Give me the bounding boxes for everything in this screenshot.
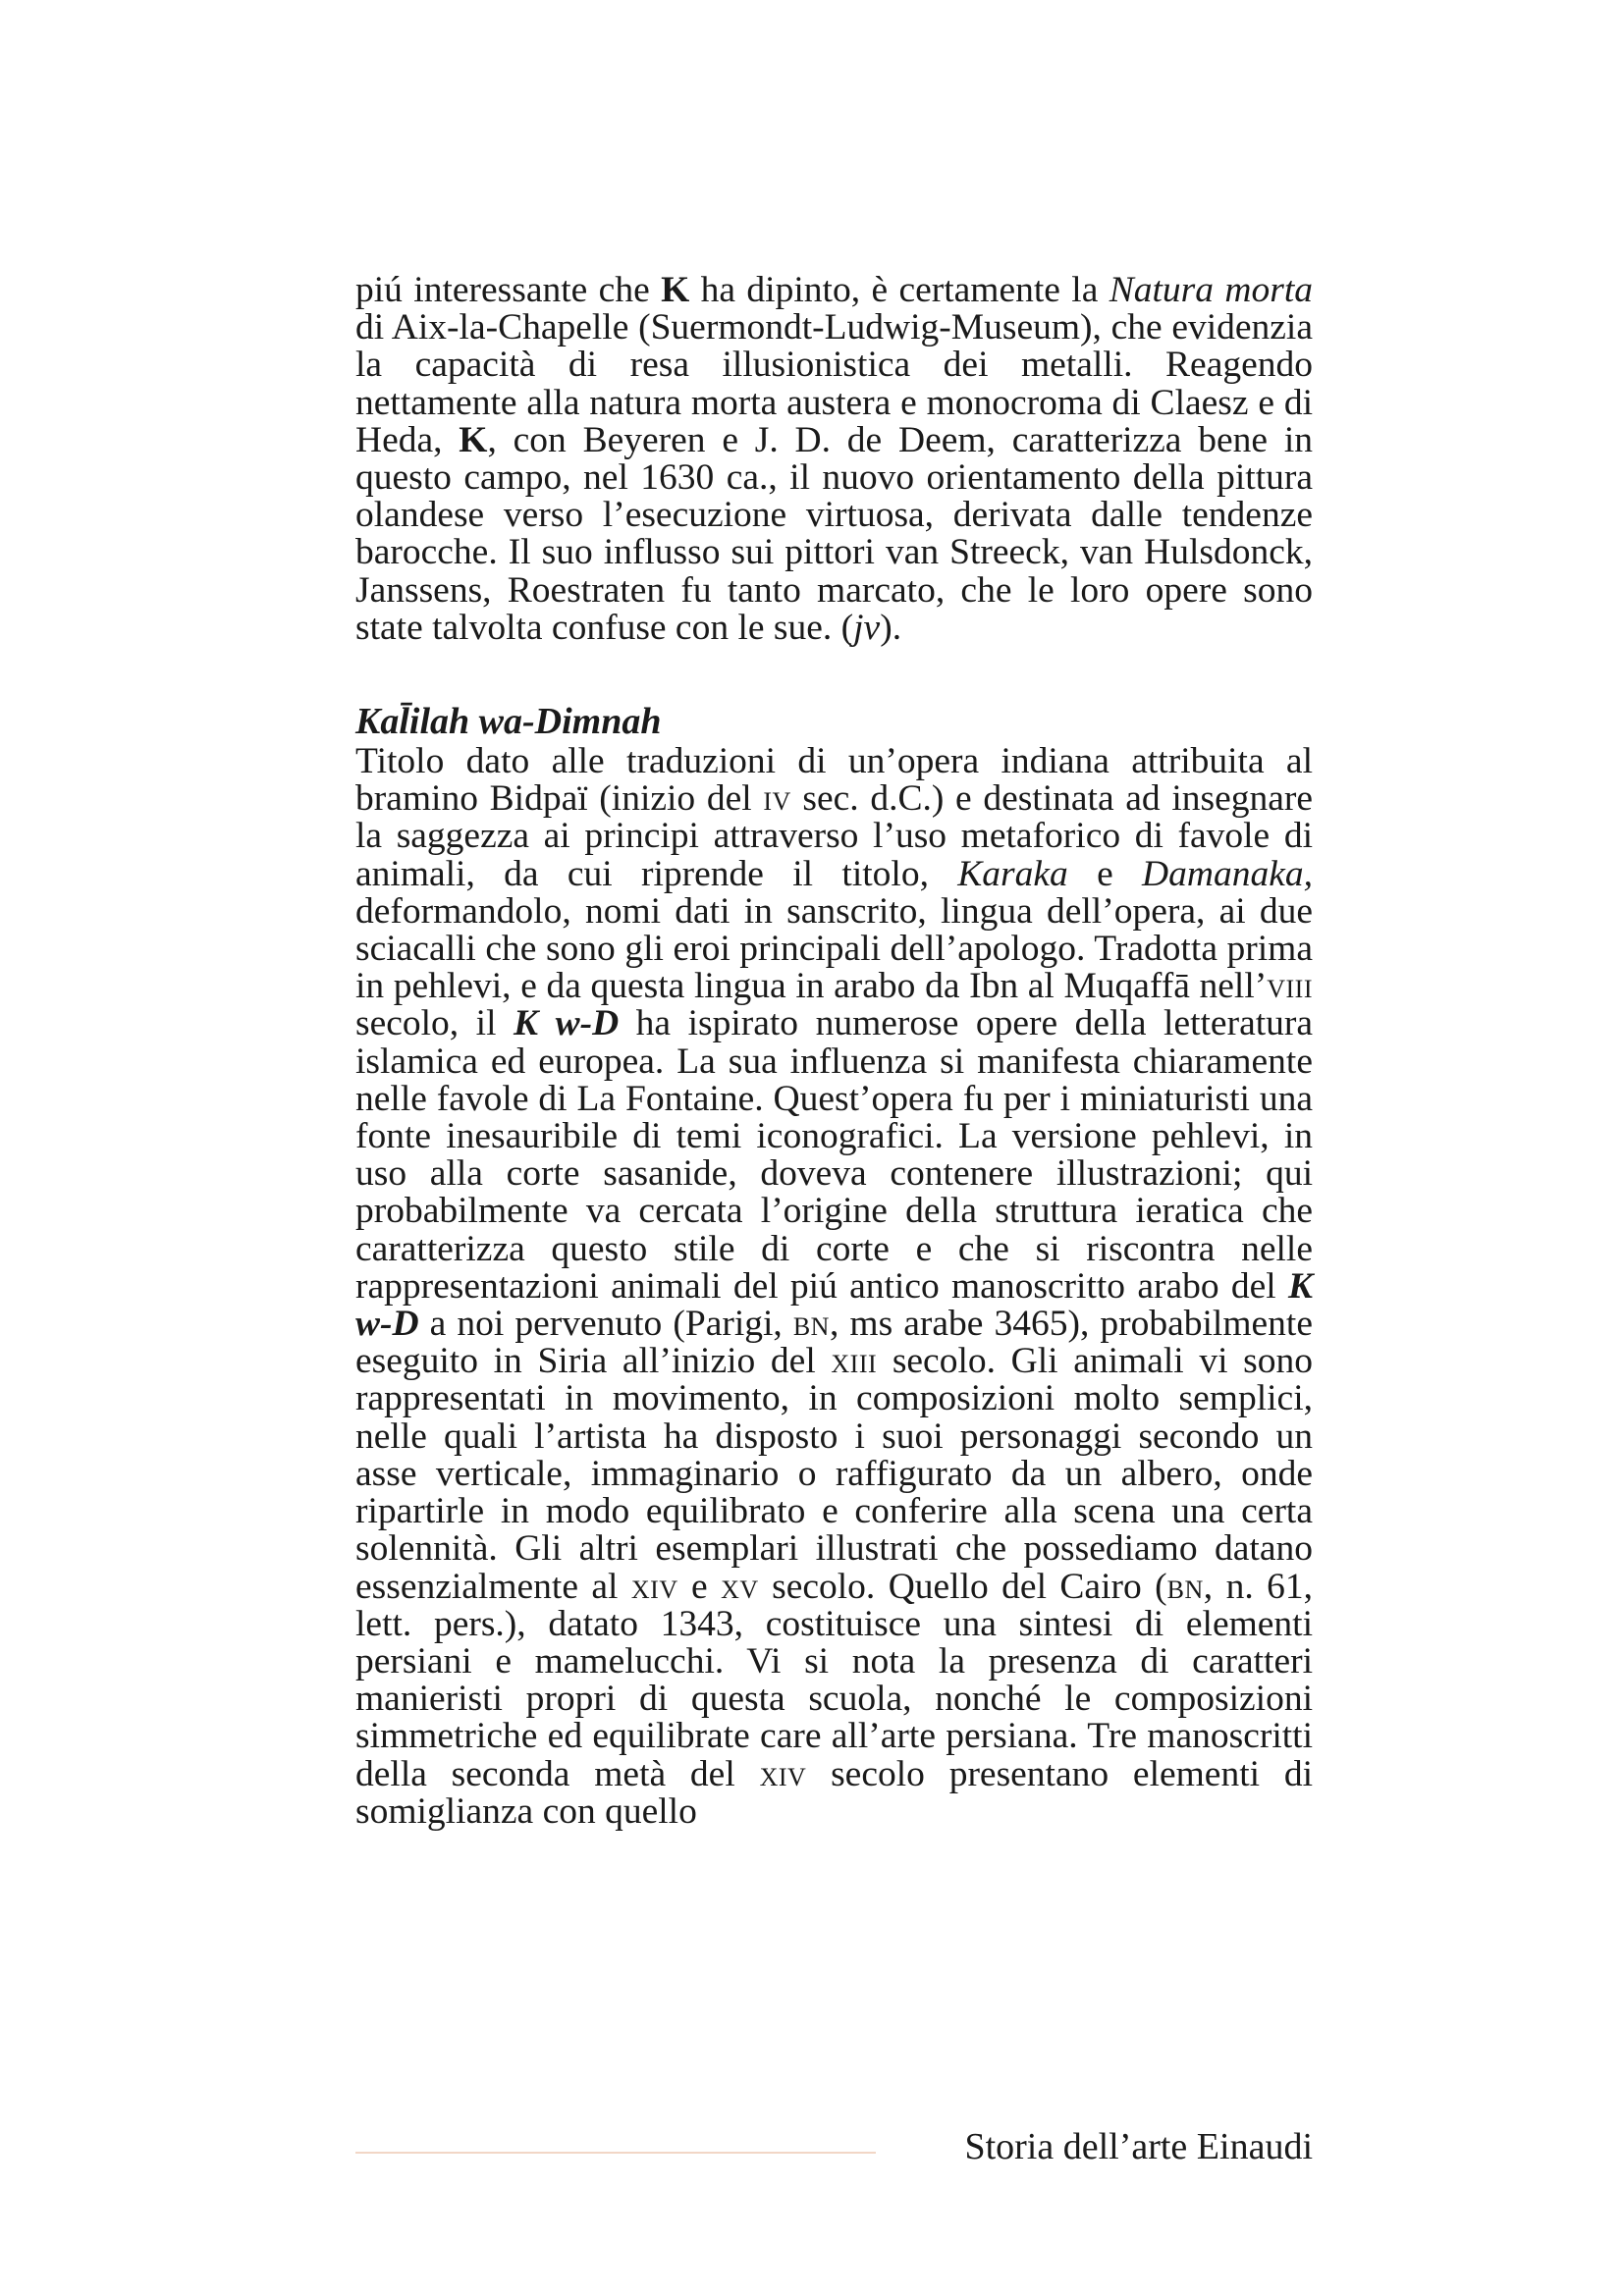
artwork-title: Natura morta: [1109, 270, 1313, 310]
abbrev-k: K: [459, 419, 488, 460]
abbrev-k: K: [661, 270, 690, 310]
library-abbrev: bn: [1166, 1566, 1204, 1607]
footer-title: Storia dell’arte Einaudi: [964, 2126, 1313, 2167]
name-italic: Karaka: [957, 853, 1068, 894]
continuation-paragraph: piú interessante che K ha dipinto, è certamente la Natura morta di Aix-la-Chapelle (Suermondt-Ludwig-Museum), che evidenzia la capacità di resa illusionistica dei metalli. Reagendo nettamente alla natura morta austera e monocroma di Claesz e di Heda, K, con Beyeren e J. D. de Deem, caratterizza bene in questo campo, nel 1630 ca., il nuovo orientamento della pittura olandese verso l’esecuzione virtuosa, derivata dalle tendenze barocche. Il suo influsso sui pittori van Streeck, van Hulsdonck, Janssens, Roestraten fu tanto marcato, che le loro opere sono state talvolta confuse con le sue. (jv).: [355, 270, 1313, 648]
entry-title: Kal̄ilah wa-Dimnah: [355, 701, 662, 743]
author-initials: jv: [853, 607, 881, 648]
name-italic: Damanaka,: [1142, 853, 1313, 894]
century-numeral: xv: [721, 1566, 759, 1607]
century-numeral: viii: [1267, 966, 1313, 1007]
entry-paragraph: Titolo dato alle traduzioni di un’opera indiana attribuita al bramino Bidpaï (inizio del iv sec. d.C.) e destinata ad insegnare la saggezza ai principi attraverso l’uso metaforico di favole di animali, da cui riprende il titolo, Karaka e Damanaka, deformandolo, nomi dati in sanscrito, lingua dell’opera, ai due sciacalli che sono gli eroi principali dell’apologo. Tradotta prima in pehlevi, e da questa lingua in arabo da Ibn al Muqaffā nell’viii secolo, il K w-D ha ispirato numerose opere della letteratura islamica ed europea. La sua influenza si manifesta chiaramente nelle favole di La Fontaine. Quest’opera fu per i miniaturisti una fonte inesauribile di temi iconografici. La versione pehlevi, in uso alla corte sasanide, doveva contenere illustrazioni; qui probabilmente va cercata l’origine della struttura ieratica che caratterizza questo stile di corte e che si riscontra nelle rappresentazioni animali del piú antico manoscritto arabo del K w-D a noi pervenuto (Parigi, bn, ms arabe 3465), probabilmente eseguito in Siria all’inizio del xiii secolo. Gli animali vi sono rappresentati in movimento, in composizioni molto semplici, nelle quali l’artista ha disposto i suoi personaggi secondo un asse verticale, immaginario o raffigurato da un albero, onde ripartirle in modo equilibrato e conferire alla scena una certa solennità. Gli altri esemplari illustrati che possediamo datano essenzialmente al xiv e xv secolo. Quello del Cairo (bn, n. 61, lett. pers.), datato 1343, costituisce una sintesi di elementi persiani e mamelucchi. Vi si nota la presenza di caratteri manieristi propri di questa scuola, nonché le composizioni simmetriche ed equilibrate care all’arte persiana. Tre manoscritti della seconda metà del xiv secolo presentano elementi di somiglianza con quello: [355, 741, 1314, 1832]
century-numeral: iv: [763, 778, 791, 820]
abbrev-kwd: K w-D: [355, 1265, 1313, 1345]
page-body: [355, 272, 1313, 1831]
abbrev-kwd: K w-D: [514, 1003, 620, 1044]
century-numeral: xiv: [630, 1566, 678, 1607]
library-abbrev: bn: [792, 1304, 830, 1345]
century-numeral: xiii: [831, 1341, 878, 1382]
century-numeral: xiv: [759, 1753, 807, 1794]
footer-rule: [355, 2152, 876, 2154]
